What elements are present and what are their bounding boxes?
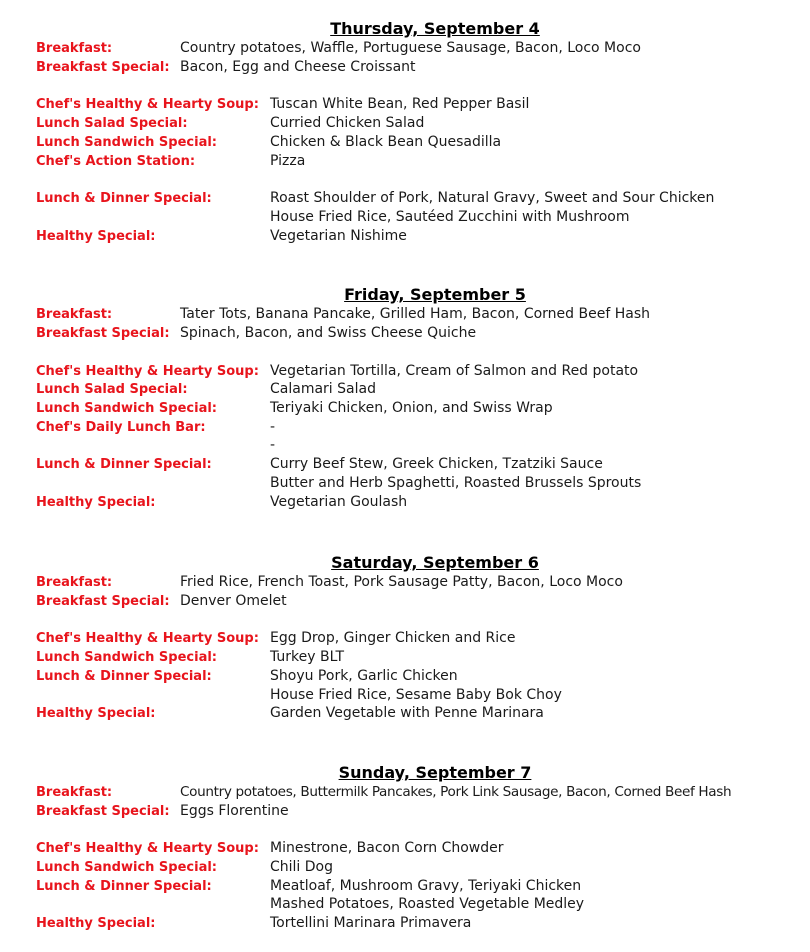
- menu-row: [0, 133, 810, 152]
- menu-row: [0, 858, 810, 877]
- menu-row: [0, 839, 810, 858]
- row-value: Chicken & Black Bean Quesadilla: [270, 134, 502, 150]
- menu-row: [0, 95, 810, 114]
- menu-row: [0, 648, 810, 667]
- row-label: Breakfast:: [36, 785, 113, 800]
- row-label: Breakfast:: [36, 575, 113, 590]
- menu-row: [0, 704, 810, 723]
- menu-row: [0, 783, 810, 802]
- menu-row: [0, 208, 810, 227]
- row-value: Roast Shoulder of Pork, Natural Gravy, Sweet and Sour Chicken: [270, 190, 715, 206]
- day-title-saturday: Saturday, September 6: [331, 553, 539, 572]
- row-value: Tuscan White Bean, Red Pepper Basil: [270, 96, 530, 112]
- row-label: Chef's Healthy & Hearty Soup:: [36, 841, 259, 856]
- row-label: Lunch & Dinner Special:: [36, 191, 212, 206]
- row-value: House Fried Rice, Sautéed Zucchini with Mushroom: [270, 209, 630, 225]
- row-label: Lunch Sandwich Special:: [36, 135, 218, 150]
- menu-row: [0, 895, 810, 914]
- row-label: Breakfast Special:: [36, 804, 170, 819]
- row-label: Lunch Sandwich Special:: [36, 860, 218, 875]
- menu-row: [0, 436, 810, 455]
- row-value: Meatloaf, Mushroom Gravy, Teriyaki Chicken: [270, 878, 582, 894]
- menu-row: [0, 474, 810, 493]
- row-value: Butter and Herb Spaghetti, Roasted Brussels Sprouts: [270, 475, 642, 491]
- row-value: Country potatoes, Buttermilk Pancakes, Pork Link Sausage, Bacon, Corned Beef Hash: [180, 784, 732, 800]
- row-label: Healthy Special:: [36, 916, 156, 931]
- row-label: Lunch & Dinner Special:: [36, 879, 212, 894]
- row-value: Minestrone, Bacon Corn Chowder: [270, 840, 504, 856]
- row-value: Chili Dog: [270, 859, 333, 875]
- menu-row: [0, 189, 810, 208]
- row-value: House Fried Rice, Sesame Baby Bok Choy: [270, 687, 562, 703]
- row-label: Chef's Healthy & Hearty Soup:: [36, 97, 259, 112]
- menu-row: [0, 227, 810, 246]
- row-label: Breakfast:: [36, 307, 113, 322]
- menu-row: [0, 629, 810, 648]
- menu-row: [0, 455, 810, 474]
- row-label: Lunch Salad Special:: [36, 382, 188, 397]
- row-value: Mashed Potatoes, Roasted Vegetable Medley: [270, 896, 585, 912]
- row-value: Pizza: [270, 153, 306, 169]
- row-value: Vegetarian Nishime: [270, 228, 407, 244]
- day-title-friday: Friday, September 5: [344, 285, 526, 304]
- menu-row: [0, 114, 810, 133]
- row-label: Chef's Healthy & Hearty Soup:: [36, 364, 259, 379]
- menu-row: [0, 493, 810, 512]
- row-label: Breakfast Special:: [36, 60, 170, 75]
- row-label: Healthy Special:: [36, 495, 156, 510]
- menu-row: [0, 573, 810, 592]
- menu-row: [0, 152, 810, 171]
- menu-row: [0, 39, 810, 58]
- row-label: Chef's Action Station:: [36, 154, 196, 169]
- row-value: Calamari Salad: [270, 381, 376, 397]
- row-label: Healthy Special:: [36, 229, 156, 244]
- row-value: Garden Vegetable with Penne Marinara: [270, 705, 544, 721]
- row-label: Breakfast Special:: [36, 594, 170, 609]
- menu-row: [0, 399, 810, 418]
- row-value: Curried Chicken Salad: [270, 115, 425, 131]
- row-value: -: [270, 419, 276, 435]
- row-value: Tater Tots, Banana Pancake, Grilled Ham, Bacon, Corned Beef Hash: [180, 306, 650, 322]
- day-title-sunday: Sunday, September 7: [338, 763, 532, 782]
- row-value: Tortellini Marinara Primavera: [270, 915, 472, 931]
- row-value: Egg Drop, Ginger Chicken and Rice: [270, 630, 516, 646]
- row-label: Lunch Sandwich Special:: [36, 650, 218, 665]
- row-value: -: [270, 437, 276, 453]
- row-value: Spinach, Bacon, and Swiss Cheese Quiche: [180, 325, 477, 341]
- row-value: Teriyaki Chicken, Onion, and Swiss Wrap: [270, 400, 553, 416]
- row-label: Lunch Sandwich Special:: [36, 401, 218, 416]
- menu-row: [0, 305, 810, 324]
- row-value: Country potatoes, Waffle, Portuguese Sausage, Bacon, Loco Moco: [180, 40, 641, 56]
- row-value: Eggs Florentine: [180, 803, 289, 819]
- menu-row: [0, 667, 810, 686]
- row-value: Shoyu Pork, Garlic Chicken: [270, 668, 458, 684]
- menu-row: [0, 877, 810, 896]
- menu-row: [0, 592, 810, 611]
- day-title-thursday: Thursday, September 4: [330, 19, 540, 38]
- menu-row: [0, 380, 810, 399]
- row-label: Breakfast Special:: [36, 326, 170, 341]
- row-value: Turkey BLT: [270, 649, 345, 665]
- menu-row: [0, 802, 810, 821]
- menu-row: [0, 914, 810, 933]
- row-value: Bacon, Egg and Cheese Croissant: [180, 59, 416, 75]
- menu-row: [0, 324, 810, 343]
- row-label: Lunch & Dinner Special:: [36, 669, 212, 684]
- row-label: Chef's Healthy & Hearty Soup:: [36, 631, 259, 646]
- row-label: Breakfast:: [36, 41, 113, 56]
- row-value: Vegetarian Goulash: [270, 494, 408, 510]
- menu-row: [0, 686, 810, 705]
- row-label: Lunch & Dinner Special:: [36, 457, 212, 472]
- row-label: Lunch Salad Special:: [36, 116, 188, 131]
- row-value: Vegetarian Tortilla, Cream of Salmon and Red potato: [270, 363, 639, 379]
- row-value: Fried Rice, French Toast, Pork Sausage Patty, Bacon, Loco Moco: [180, 574, 623, 590]
- menu-row: [0, 418, 810, 437]
- row-value: Denver Omelet: [180, 593, 287, 609]
- row-label: Healthy Special:: [36, 706, 156, 721]
- row-value: Curry Beef Stew, Greek Chicken, Tzatziki Sauce: [270, 456, 603, 472]
- menu-row: [0, 362, 810, 381]
- row-label: Chef's Daily Lunch Bar:: [36, 420, 206, 435]
- menu-row: [0, 58, 810, 77]
